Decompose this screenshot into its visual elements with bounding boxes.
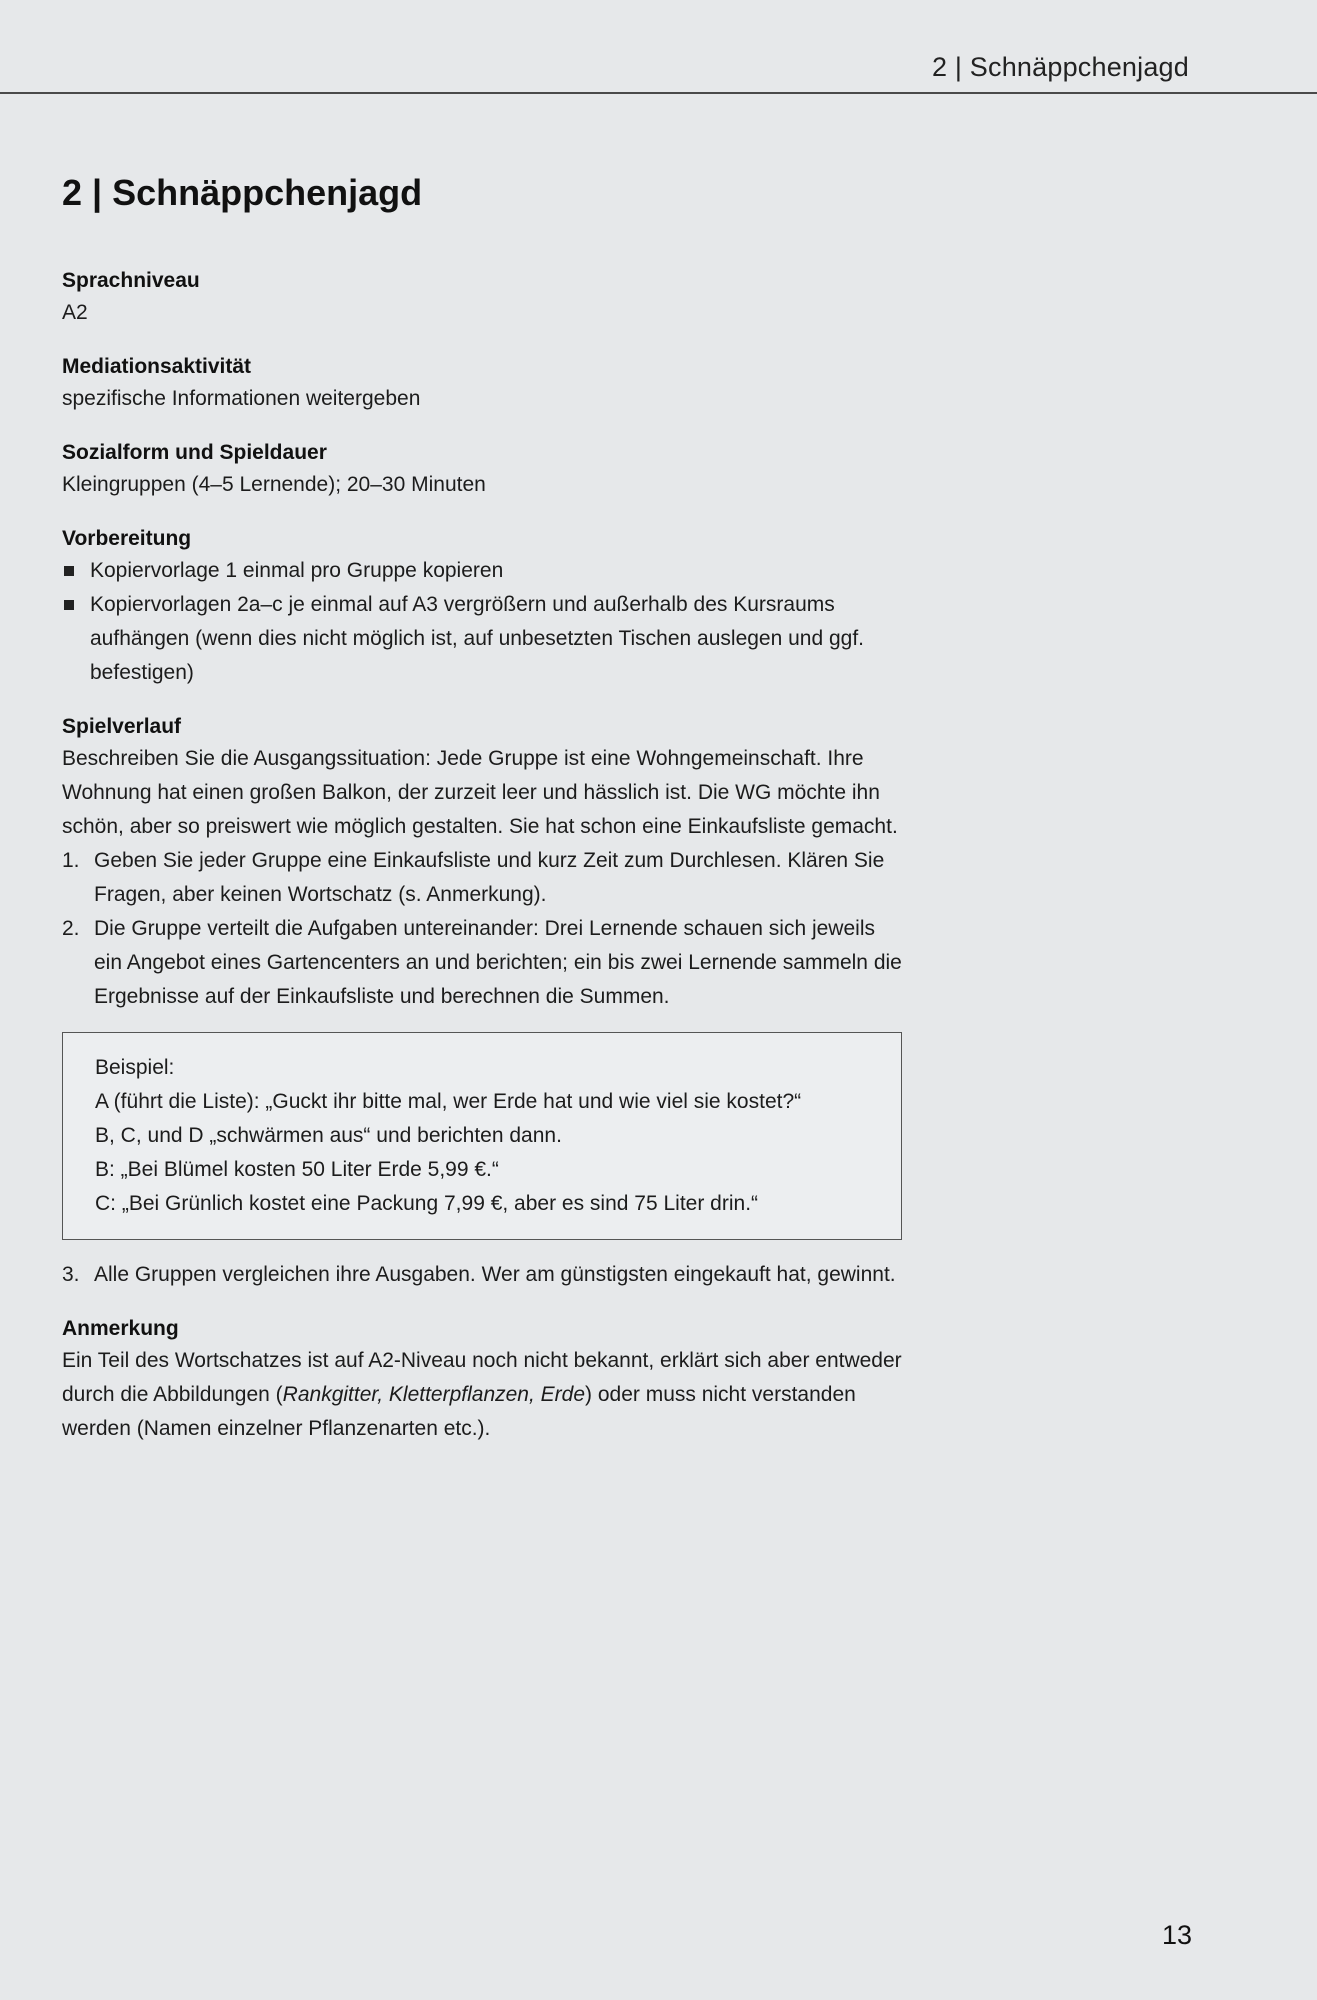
list-item — [62, 1258, 902, 1292]
content — [62, 172, 902, 1468]
section-text — [62, 1344, 902, 1446]
section-label: Mediationsaktivität — [62, 355, 252, 378]
section-spielverlauf — [62, 712, 902, 1292]
step-text: Alle Gruppen vergleichen ihre Ausgaben. Wer am günstigsten eingekauft hat, gewinnt. — [94, 1263, 896, 1286]
step-text: Die Gruppe verteilt die Aufgaben untereinander: Drei Lernende schauen sich jeweils ein Angebot eines Gartencenters an und berichten; ein bis zwei Lernende sammeln die Ergebnisse auf der Einkaufsliste und berechnen die Summen. — [94, 917, 902, 1008]
page-number: 13 — [1161, 1920, 1192, 1950]
section-label: Spielverlauf — [62, 715, 182, 738]
step-number: 1. — [62, 849, 80, 872]
header-rule — [0, 92, 1317, 94]
section-sprachniveau — [62, 266, 902, 330]
anmerkung-text-after: ) oder muss nicht verstanden werden (Namen einzelner Pflanzenarten etc.). — [62, 1383, 856, 1440]
section-label: Vorbereitung — [62, 527, 192, 550]
step-number: 3. — [62, 1263, 80, 1286]
list-item — [62, 844, 902, 912]
section-mediation — [62, 352, 902, 416]
example-line: C: „Bei Grünlich kostet eine Packung 7,99 €, aber es sind 75 Liter drin.“ — [95, 1192, 759, 1215]
example-line: B: „Bei Blümel kosten 50 Liter Erde 5,99 €.“ — [95, 1158, 499, 1181]
section-value: spezifische Informationen weitergeben — [62, 387, 421, 410]
anmerkung-italic-terms: Rankgitter, Kletterpflanzen, Erde — [282, 1383, 586, 1406]
example-label: Beispiel: — [95, 1056, 175, 1079]
section-label: Sozialform und Spieldauer — [62, 441, 327, 464]
list-item: Kopiervorlage 1 einmal pro Gruppe kopieren — [62, 554, 902, 588]
section-sozialform — [62, 438, 902, 502]
anmerkung-text-before: Ein Teil des Wortschatzes ist auf A2-Niveau noch nicht bekannt, erklärt sich aber entweder durch die Abbildungen ( — [62, 1349, 902, 1406]
page-title: 2 | Schnäppchenjagd — [62, 172, 423, 213]
section-value: A2 — [62, 301, 88, 324]
example-line: A (führt die Liste): „Guckt ihr bitte mal, wer Erde hat und wie viel sie kostet?“ — [95, 1090, 802, 1113]
section-label: Anmerkung — [62, 1317, 179, 1340]
running-header: 2 | Schnäppchenjagd — [931, 52, 1189, 82]
section-value: Kleingruppen (4–5 Lernende); 20–30 Minuten — [62, 473, 486, 496]
example-box — [62, 1032, 902, 1240]
list-item: Kopiervorlagen 2a–c je einmal auf A3 vergrößern und außerhalb des Kursraums aufhängen (wenn dies nicht möglich ist, auf unbesetzten Tischen auslegen und ggf. befestigen) — [62, 588, 902, 690]
bullet-list — [62, 554, 902, 690]
steps-list — [62, 1258, 902, 1292]
section-label: Sprachniveau — [62, 269, 200, 292]
section-vorbereitung — [62, 524, 902, 690]
step-text: Geben Sie jeder Gruppe eine Einkaufsliste und kurz Zeit zum Durchlesen. Klären Sie Fragen, aber keinen Wortschatz (s. Anmerkung). — [94, 849, 885, 906]
section-intro: Beschreiben Sie die Ausgangssituation: Jede Gruppe ist eine Wohngemeinschaft. Ihre Wohnung hat einen großen Balkon, der zurzeit leer und hässlich ist. Die WG möchte ihn schön, aber so preiswert wie möglich gestalten. Sie hat schon eine Einkaufsliste gemacht. — [62, 747, 898, 838]
step-number: 2. — [62, 917, 80, 940]
example-line: B, C, und D „schwärmen aus“ und berichten dann. — [95, 1124, 562, 1147]
list-item — [62, 912, 902, 1014]
steps-list — [62, 844, 902, 1014]
section-anmerkung — [62, 1314, 902, 1446]
